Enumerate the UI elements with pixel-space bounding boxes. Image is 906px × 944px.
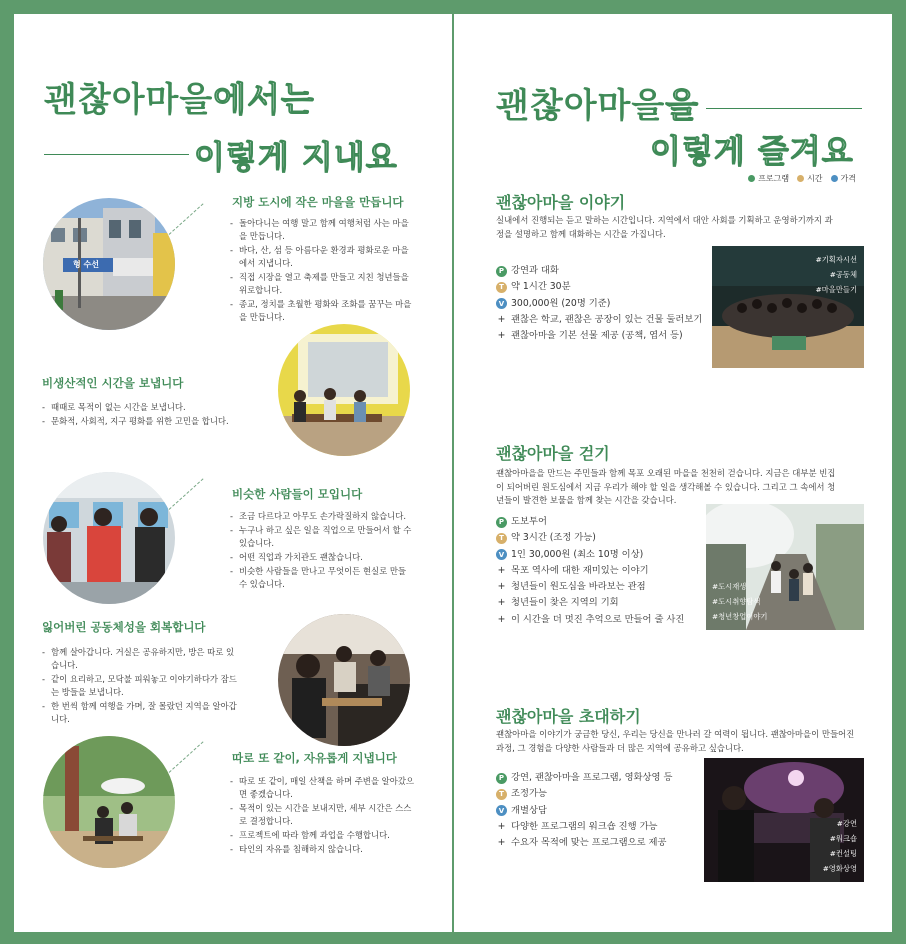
extra-row	[496, 312, 702, 328]
extra-text: 괜찮은 학교, 괜찮은 공장이 있는 건물 둘러보기	[511, 313, 703, 325]
section-title: 비생산적인 시간을 보냅니다	[42, 376, 184, 390]
title-rule	[706, 108, 862, 109]
plus-icon: +	[497, 564, 506, 576]
title-solid: 괜찮아마을	[44, 80, 214, 120]
park-photo	[43, 736, 175, 868]
list-item: - 때때로 목적이 없는 시간을 보냅니다.	[42, 401, 272, 414]
connector	[169, 203, 204, 235]
extra-row	[496, 835, 672, 851]
time-badge-icon: T	[496, 789, 507, 800]
tag: #공동체	[829, 270, 857, 279]
section-title: 비슷한 사람들이 모입니다	[232, 487, 363, 501]
legend-item	[797, 173, 822, 184]
tag: #컨설팅	[829, 849, 857, 858]
list-item: - 종교, 정치를 초월한 평화와 조화를 꿈꾸는 마을을 만듭니다.	[230, 298, 414, 324]
block-info	[496, 514, 684, 628]
extra-text: 수요자 목적에 맞는 프로그램으로 제공	[511, 837, 667, 849]
list-item: - 함께 살아갑니다. 거실은 공유하지만, 방은 따로 있습니다.	[42, 646, 238, 672]
photo-tags	[816, 252, 857, 297]
connector	[169, 478, 204, 510]
program-row	[496, 263, 702, 279]
program-row	[496, 770, 672, 786]
plus-icon: +	[497, 837, 506, 849]
legend	[748, 173, 856, 184]
list-item: - 한 번씩 함께 여행을 가며, 잘 몰랐던 지역을 알아갑니다.	[42, 700, 238, 726]
legend-item	[831, 173, 856, 184]
legend-dot	[797, 175, 804, 182]
block-description: 괜찮아마을 이야기가 궁금한 당신, 우리는 당신을 만나러 갈 여력이 됩니다. 괜찮아마을이 만들어진 과정, 그 경험을 다양한 사람들과 더 많은 지역에 공유하고 싶습니다.	[496, 729, 855, 753]
right-title-line2	[650, 126, 854, 172]
time-text: 약 3시간 (조정 가능)	[511, 532, 596, 544]
arcade-photo	[43, 472, 175, 604]
block-description: 괜찮아마을을 만드는 주민들과 함께 목포 오래된 마을을 천천히 걷습니다. 지금은 대부분 빈집이 되어버린 원도심에서 지금 우리가 해야 할 일을 생각해볼 수 있습니다. 그리고 그 속에서 청년들이 발견한 보물을 함께 찾는 시간을 갖습니다.	[496, 468, 836, 505]
program-row	[496, 514, 684, 530]
block-heading: 괜찮아마을 이야기	[496, 193, 626, 212]
tag: #강연	[836, 819, 857, 828]
price-badge-icon: V	[496, 549, 507, 560]
group-photo	[712, 246, 864, 368]
list-item: - 비슷한 사람들을 만나고 무엇이든 현실로 만들 수 있습니다.	[230, 565, 414, 591]
left-title-line2	[194, 132, 398, 178]
time-row	[496, 530, 684, 546]
extra-text: 청년들이 찾은 지역의 기회	[511, 597, 619, 609]
section-list	[230, 217, 414, 325]
extra-text: 청년들이 원도심을 바라보는 관점	[511, 581, 646, 593]
extra-text: 목포 역사에 대한 재미있는 이야기	[511, 564, 649, 576]
left-title-line1	[44, 72, 315, 121]
legend-dot	[748, 175, 755, 182]
time-row	[496, 786, 672, 802]
program-badge-icon: P	[496, 266, 507, 277]
workshop-photo	[704, 758, 864, 882]
tag: #도시취향탐색	[712, 597, 761, 606]
block-heading: 괜찮아마을 걷기	[496, 444, 610, 463]
list-item: - 문화적, 사회적, 지구 평화를 위한 고민을 합니다.	[42, 415, 272, 428]
price-row	[496, 547, 684, 563]
program-badge-icon: P	[496, 517, 507, 528]
extra-text: 괜찮아마을 기본 선물 제공 (공책, 엽서 등)	[511, 330, 683, 342]
list-item: - 직접 시장을 열고 축제를 만들고 지친 청년들을 위로합니다.	[230, 271, 414, 297]
block-heading: 괜찮아마을 초대하기	[496, 707, 641, 726]
title-outline: 이렇게 지내요	[194, 138, 398, 176]
program-badge-icon: P	[496, 773, 507, 784]
section-title: 잃어버린 공동체성을 회복합니다	[42, 620, 206, 634]
time-badge-icon: T	[496, 282, 507, 293]
block-info	[496, 770, 672, 851]
plus-icon: +	[497, 613, 506, 625]
title-solid: 괜찮아마을	[496, 86, 666, 126]
street-photo	[43, 198, 175, 330]
extra-row	[496, 328, 702, 344]
program-text: 강연과 대화	[511, 265, 559, 276]
price-text: 1인 30,000원 (최소 10명 이상)	[511, 548, 644, 560]
title-outline: 을	[665, 86, 700, 126]
section-title: 지방 도시에 작은 마을을 만듭니다	[232, 195, 404, 209]
section-list	[42, 646, 238, 727]
list-item: - 목적이 있는 시간을 보내지만, 세부 시간은 스스로 결정합니다.	[230, 802, 414, 828]
sign-text: 형 수선	[73, 260, 99, 269]
legend-dot	[831, 175, 838, 182]
walking-tour-photo	[706, 504, 864, 630]
extra-row	[496, 819, 672, 835]
photo-tags	[712, 579, 767, 624]
price-text: 개별상담	[511, 804, 547, 816]
program-text: 강연, 괜찮아마을 프로그램, 영화상영 등	[511, 772, 673, 783]
program-text: 도보투어	[511, 516, 547, 527]
extra-row	[496, 579, 684, 595]
price-badge-icon: V	[496, 805, 507, 816]
time-row	[496, 279, 702, 295]
title-rule	[44, 154, 189, 155]
tag: #마을만들기	[815, 285, 857, 294]
extra-text: 다양한 프로그램의 워크숍 진행 가능	[511, 820, 658, 832]
section-list	[230, 510, 414, 592]
plus-icon: +	[497, 330, 506, 342]
time-badge-icon: T	[496, 533, 507, 544]
list-item: - 조금 다르다고 아무도 손가락질하지 않습니다.	[230, 510, 414, 523]
price-text: 300,000원 (20명 기준)	[511, 297, 611, 309]
list-item: - 같이 요리하고, 모닥불 피워놓고 이야기하다가 잠드는 방들을 보냅니다.	[42, 673, 238, 699]
list-item: - 프로젝트에 따라 함께 과업을 수행합니다.	[230, 829, 414, 842]
list-item: - 누구나 하고 싶은 일을 직업으로 만들어서 할 수 있습니다.	[230, 524, 414, 550]
extra-row	[496, 612, 684, 628]
price-row	[496, 803, 672, 819]
left-page	[14, 14, 452, 932]
list-item: - 돌아다니는 여행 말고 함께 여행처럼 사는 마을을 만듭니다.	[230, 217, 414, 243]
list-item: - 따로 또 같이, 매일 산책을 하며 주변을 알아갔으면 좋겠습니다.	[230, 775, 414, 801]
plus-icon: +	[497, 820, 506, 832]
legend-label: 가격	[840, 174, 856, 183]
legend-label: 프로그램	[758, 174, 790, 183]
dining-photo	[278, 614, 410, 746]
right-page	[454, 14, 892, 932]
plus-icon: +	[497, 313, 506, 325]
tag: #워크숍	[829, 834, 857, 843]
extra-text: 이 시간을 더 멋진 추억으로 만들어 줄 사진	[511, 613, 685, 625]
section-list	[230, 775, 414, 857]
extra-row	[496, 563, 684, 579]
plus-icon: +	[497, 597, 506, 609]
time-text: 조정가능	[511, 788, 547, 800]
title-outline: 이렇게 즐겨요	[650, 132, 854, 170]
list-item: - 바다, 산, 섬 등 아름다운 환경과 평화로운 마을에서 지냅니다.	[230, 244, 414, 270]
right-title-line1	[496, 78, 699, 127]
time-text: 약 1시간 30분	[511, 281, 571, 293]
title-outline: 에서는	[213, 80, 315, 120]
plus-icon: +	[497, 581, 506, 593]
tag: #기획자시선	[815, 255, 857, 264]
tag: #청년창업이야기	[712, 612, 768, 621]
section-title: 따로 또 같이, 자유롭게 지냅니다	[232, 751, 397, 765]
price-badge-icon: V	[496, 298, 507, 309]
legend-label: 시간	[807, 174, 823, 183]
list-item: - 어떤 직업과 가치관도 괜찮습니다.	[230, 551, 414, 564]
tag: #도시재생	[712, 582, 747, 591]
connector	[169, 741, 204, 773]
block-info	[496, 263, 702, 344]
extra-row	[496, 595, 684, 611]
section-list	[42, 401, 272, 429]
photo-tags	[823, 816, 857, 876]
tag: #영화상영	[822, 864, 857, 873]
legend-item	[748, 173, 789, 184]
block-description: 실내에서 진행되는 듣고 말하는 시간입니다. 지역에서 대안 사회를 기획하고 운영하기까지 과정을 설명하고 함께 대화하는 시간을 가집니다.	[496, 215, 833, 239]
porch-photo	[278, 324, 410, 456]
list-item: - 타인의 자유를 침해하지 않습니다.	[230, 843, 414, 856]
price-row	[496, 296, 702, 312]
